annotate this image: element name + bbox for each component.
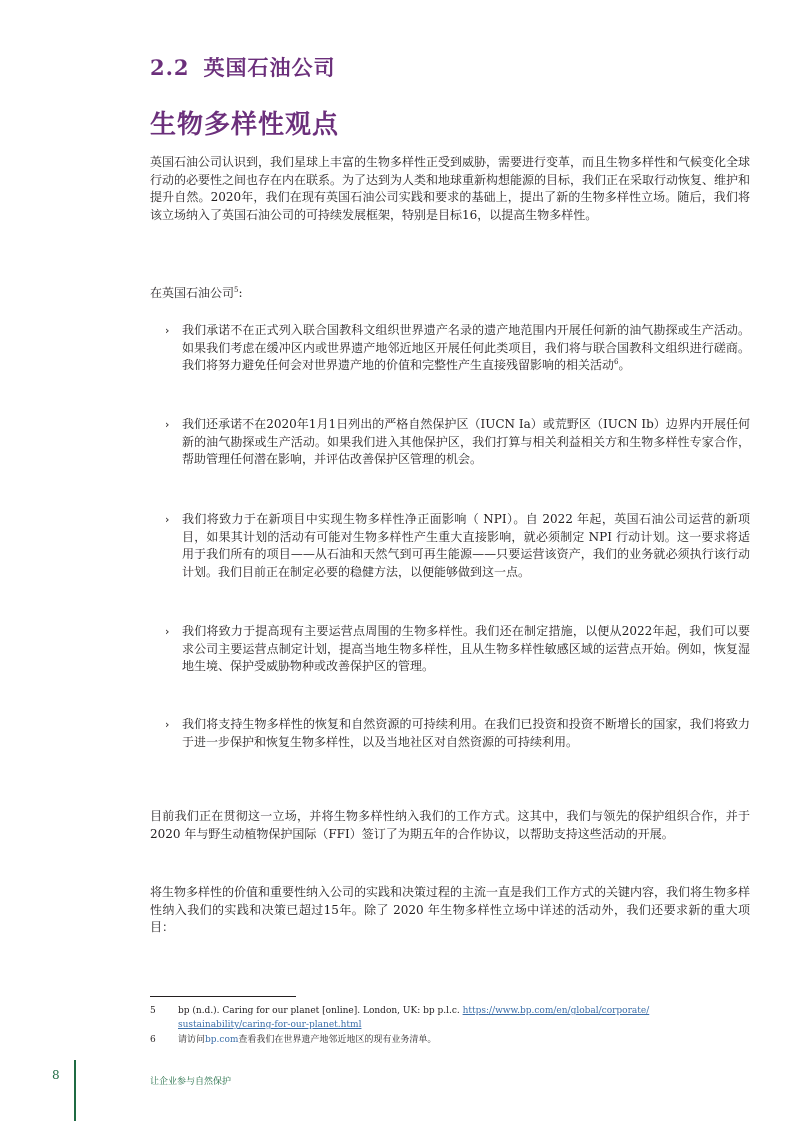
section-heading [150, 52, 336, 82]
footer-divider [74, 1060, 76, 1121]
chevron-right-icon: › [165, 324, 170, 337]
chevron-right-icon: › [165, 718, 170, 731]
section-title: 英国石油公司 [203, 55, 336, 80]
footnote-text: 请访问bp.com查看我们在世界遗产地邻近地区的现有业务清单。 [178, 1035, 437, 1045]
lead-in-text: 在英国石油公司 [150, 286, 235, 300]
commitment-text: 我们将致力于提高现有主要运营点周围的生物多样性。我们还在制定措施，以便从2022年起，我们可以要求公司主要运营点制定计划，提高当地生物多样性，且从生物多样性敏感区域的运营点开始。例如，恢复湿地生境、保护受威胁物种或改善保护区的管理。 [182, 624, 750, 674]
commitment-text: 我们还承诺不在2020年1月1日列出的严格自然保护区（IUCN Ia）或荒野区（IUCN Ib）边界内开展任何新的油气勘探或生产活动。如果我们进入其他保护区，我们打算与相关利益相关方和生物多样性专家合作，帮助管理任何潜在影响，并评估改善保护区管理的机会。 [182, 417, 750, 467]
footnote-number: 6 [150, 1035, 156, 1045]
footnote-number: 5 [150, 1006, 156, 1016]
commitment-text: 我们承诺不在正式列入联合国教科文组织世界遗产名录的遗产地范围内开展任何新的油气勘探或生产活动。如果我们考虑在缓冲区内或世界遗产地邻近地区开展任何此类项目，我们将与联合国教科文组织进行磋商。我们将努力避免任何会对世界遗产地的价值和完整性产生直接残留影响的相关活动$^6$。 [182, 323, 750, 373]
chevron-right-icon: › [165, 625, 170, 638]
footnote-text: bp (n.d.). Caring for our planet [online]. London, UK: bp p.l.c. https://www.bp.com/en/global/corporate/ sustainability/caring-for-our-planet.html [178, 1006, 650, 1030]
commitment-item [165, 322, 750, 375]
footnote-5 [150, 1004, 750, 1032]
lead-in-suffix: : [238, 286, 243, 300]
commitment-item [165, 716, 750, 751]
intro-paragraph: 英国石油公司认识到，我们星球上丰富的生物多样性正受到威胁，需要进行变革，而且生物多样性和气候变化全球行动的必要性之间也存在内在联系。为了达到为人类和地球重新构想能源的目标，我们正在采取行动恢复、维护和提升自然。2020年，我们在现有英国石油公司实践和要求的基础上，提出了新的生物多样性立场。随后，我们将该立场纳入了英国石油公司的可持续发展框架，特别是目标16，以提高生物多样性。 [150, 155, 751, 222]
footer-label: 让企业参与自然保护 [150, 1077, 232, 1087]
chevron-right-icon: › [165, 418, 170, 431]
section-number: 2.2 [150, 55, 190, 80]
body-paragraph-3: 将生物多样性的价值和重要性纳入公司的实践和决策过程的主流一直是我们工作方式的关键内容，我们将生物多样性纳入我们的实践和决策已超过15年。除了 2020 年生物多样性立场中详述的活动外，我们还要求新的重大项目： [150, 885, 751, 935]
commitment-item [165, 623, 750, 676]
commitment-text: 我们将致力于在新项目中实现生物多样性净正面影响（ NPI）。自 2022 年起，英国石油公司运营的新项目，如果其计划的活动有可能对生物多样性产生重大直接影响，就必须制定 NPI 行动计划。这一要求将适用于我们所有的项目——从石油和天然气到可再生能源——只要运营该资产，我们的业务就必须执行该行动计划。我们目前正在制定必要的稳健方法，以便能够做到这一点。 [182, 512, 750, 579]
footnote-ref-5: 5 [234, 286, 239, 294]
page-number: 8 [52, 1068, 60, 1082]
footnote-link[interactable]: https://www.bp.com/en/global/corporate/ sustainability/caring-for-our-planet.html [178, 1006, 650, 1030]
commitment-item [165, 511, 750, 581]
commitment-item [165, 416, 750, 469]
body-paragraph-2: 目前我们正在贯彻这一立场，并将生物多样性纳入我们的工作方式。这其中，我们与领先的保护组织合作，并于 2020 年与野生动植物保护国际（FFI）签订了为期五年的合作协议，以帮助支持这些活动的开展。 [150, 809, 750, 841]
footnote-ref-6: 6 [614, 358, 619, 367]
commitment-text: 我们将支持生物多样性的恢复和自然资源的可持续利用。在我们已投资和投资不断增长的国家，我们将致力于进一步保护和恢复生物多样性，以及当地社区对自然资源的可持续利用。 [182, 717, 750, 749]
lead-in [150, 285, 750, 303]
footnote-6 [150, 1033, 750, 1047]
page-title: 生物多样性观点 [150, 110, 340, 140]
chevron-right-icon: › [165, 513, 170, 526]
bp-link[interactable]: bp.com [205, 1035, 239, 1045]
footnote-divider [150, 996, 296, 997]
